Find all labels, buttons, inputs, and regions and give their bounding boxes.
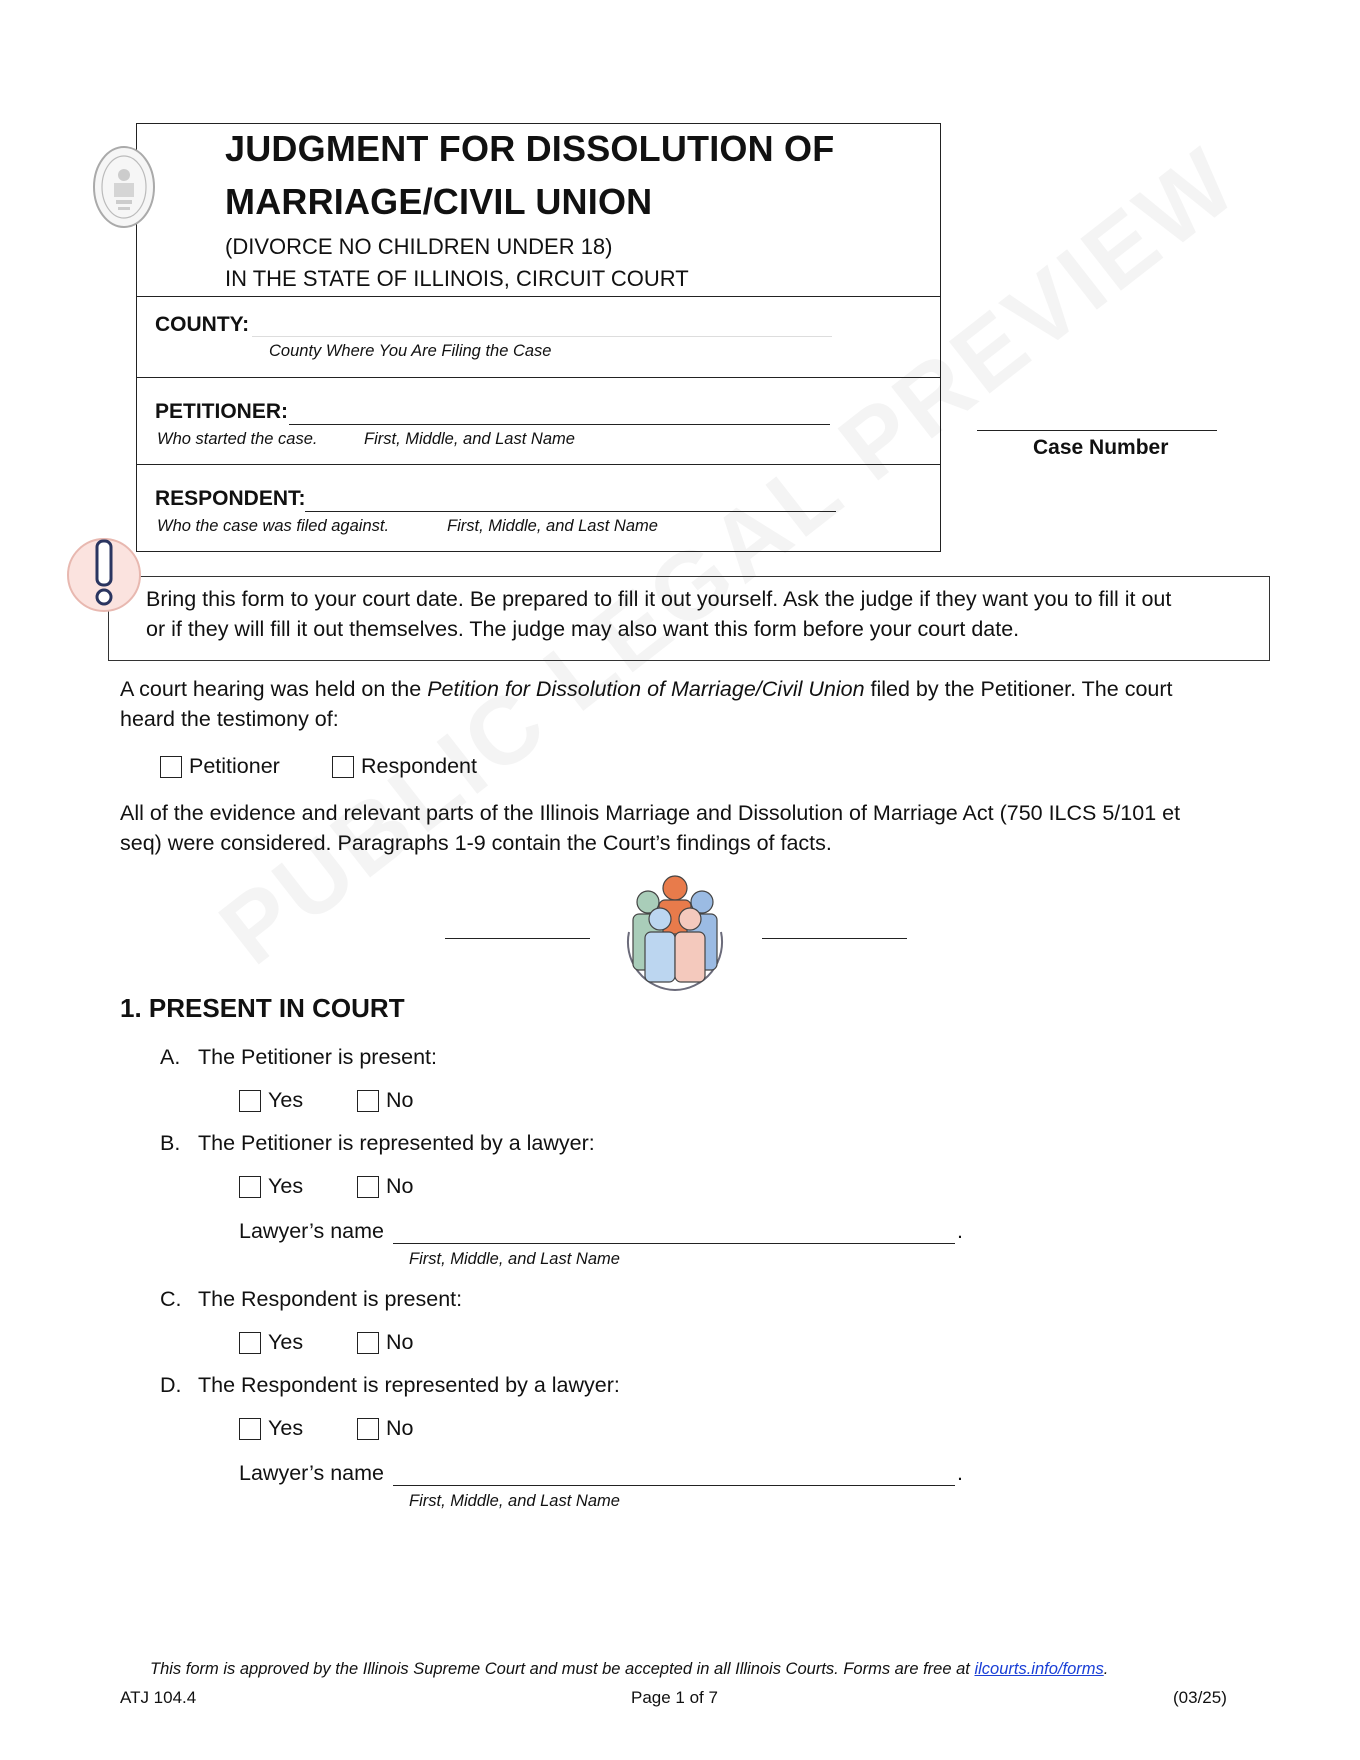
petitioner-lawyer-no-checkbox[interactable] bbox=[357, 1176, 379, 1198]
divider-line-right bbox=[762, 938, 907, 939]
exclamation-icon bbox=[64, 535, 144, 615]
form-date: (03/25) bbox=[1173, 1688, 1227, 1707]
no-label: No bbox=[386, 1330, 414, 1354]
form-id: ATJ 104.4 bbox=[120, 1688, 197, 1707]
respondent-hint: Who the case was filed against. bbox=[157, 517, 390, 535]
page-number: Page 1 of 7 bbox=[631, 1688, 718, 1707]
section-1-heading: 1. PRESENT IN COURT bbox=[120, 993, 405, 1023]
testimony-petitioner-label: Petitioner bbox=[189, 754, 280, 778]
case-number-input[interactable] bbox=[977, 430, 1217, 431]
testimony-petitioner-checkbox[interactable] bbox=[160, 756, 182, 778]
item-d-text: The Respondent is represented by a lawyer: bbox=[198, 1373, 620, 1397]
respondent-present-no-checkbox[interactable] bbox=[357, 1332, 379, 1354]
county-label: COUNTY: bbox=[155, 313, 250, 336]
form-title-line2: MARRIAGE/CIVIL UNION bbox=[225, 181, 653, 222]
respondent-lawyer-name-input[interactable] bbox=[393, 1485, 955, 1486]
respondent-lawyer-no-checkbox[interactable] bbox=[357, 1418, 379, 1440]
petitioner-lawyer-yes-checkbox[interactable] bbox=[239, 1176, 261, 1198]
evidence-paragraph-line2: seq) were considered. Paragraphs 1-9 contain the Court’s findings of facts. bbox=[120, 831, 832, 855]
yes-label: Yes bbox=[268, 1174, 304, 1198]
divider bbox=[137, 296, 940, 297]
county-input[interactable] bbox=[252, 336, 832, 337]
item-c-letter: C. bbox=[160, 1287, 182, 1311]
item-a-letter: A. bbox=[160, 1045, 181, 1069]
lawyer-name-hint: First, Middle, and Last Name bbox=[409, 1250, 620, 1268]
divider-line-left bbox=[445, 938, 590, 939]
petitioner-present-no-checkbox[interactable] bbox=[357, 1090, 379, 1112]
respondent-lawyer-name-label: Lawyer’s name bbox=[239, 1461, 384, 1485]
court-seal-icon bbox=[92, 145, 156, 229]
item-c-text: The Respondent is present: bbox=[198, 1287, 463, 1311]
respondent-name-hint: First, Middle, and Last Name bbox=[447, 517, 658, 535]
case-number-label: Case Number bbox=[1033, 436, 1169, 459]
petitioner-hint: Who started the case. bbox=[157, 430, 318, 448]
petitioner-name-input[interactable] bbox=[289, 424, 830, 425]
yes-label: Yes bbox=[268, 1088, 304, 1112]
evidence-paragraph-line1: All of the evidence and relevant parts of the Illinois Marriage and Dissolution of Marriage Act (750 ILCS 5/101 et bbox=[120, 801, 1181, 825]
yes-label: Yes bbox=[268, 1416, 304, 1440]
respondent-present-yes-checkbox[interactable] bbox=[239, 1332, 261, 1354]
lawyer-name-hint: First, Middle, and Last Name bbox=[409, 1492, 620, 1510]
intro-paragraph-line2: heard the testimony of: bbox=[120, 707, 339, 731]
people-group-icon bbox=[615, 872, 735, 1002]
item-a-text: The Petitioner is present: bbox=[198, 1045, 438, 1069]
item-b-letter: B. bbox=[160, 1131, 181, 1155]
petitioner-label: PETITIONER: bbox=[155, 400, 289, 423]
divider bbox=[137, 464, 940, 465]
alert-line1: Bring this form to your court date. Be prepared to fill it out yourself. Ask the judge if they want you to fill it out bbox=[146, 587, 1172, 611]
intro-paragraph-line1: A court hearing was held on the Petition for Dissolution of Marriage/Civil Union filed by the Petitioner. The court bbox=[120, 677, 1173, 701]
forms-link[interactable]: ilcourts.info/forms bbox=[974, 1660, 1104, 1678]
item-b-text: The Petitioner is represented by a lawyer: bbox=[198, 1131, 595, 1155]
divider bbox=[137, 377, 940, 378]
period: . bbox=[957, 1219, 963, 1243]
no-label: No bbox=[386, 1416, 414, 1440]
no-label: No bbox=[386, 1088, 414, 1112]
footer-approval: This form is approved by the Illinois Supreme Court and must be accepted in all Illinois Courts. Forms are free at ilcourts.info/forms. bbox=[150, 1660, 1109, 1678]
petitioner-lawyer-name-input[interactable] bbox=[393, 1243, 955, 1244]
item-d-letter: D. bbox=[160, 1373, 182, 1397]
testimony-respondent-checkbox[interactable] bbox=[332, 756, 354, 778]
alert-line2: or if they will fill it out themselves. The judge may also want this form before your court date. bbox=[146, 617, 1020, 641]
petitioner-name-hint: First, Middle, and Last Name bbox=[364, 430, 575, 448]
county-hint: County Where You Are Filing the Case bbox=[269, 342, 552, 360]
respondent-name-input[interactable] bbox=[305, 511, 836, 512]
period: . bbox=[957, 1461, 963, 1485]
yes-label: Yes bbox=[268, 1330, 304, 1354]
court-name: IN THE STATE OF ILLINOIS, CIRCUIT COURT bbox=[225, 266, 689, 291]
respondent-label: RESPONDENT: bbox=[155, 487, 306, 510]
no-label: No bbox=[386, 1174, 414, 1198]
petitioner-present-yes-checkbox[interactable] bbox=[239, 1090, 261, 1112]
testimony-respondent-label: Respondent bbox=[361, 754, 477, 778]
petitioner-lawyer-name-label: Lawyer’s name bbox=[239, 1219, 384, 1243]
form-subtitle: (DIVORCE NO CHILDREN UNDER 18) bbox=[225, 234, 613, 259]
respondent-lawyer-yes-checkbox[interactable] bbox=[239, 1418, 261, 1440]
form-title-line1: JUDGMENT FOR DISSOLUTION OF bbox=[225, 128, 835, 169]
